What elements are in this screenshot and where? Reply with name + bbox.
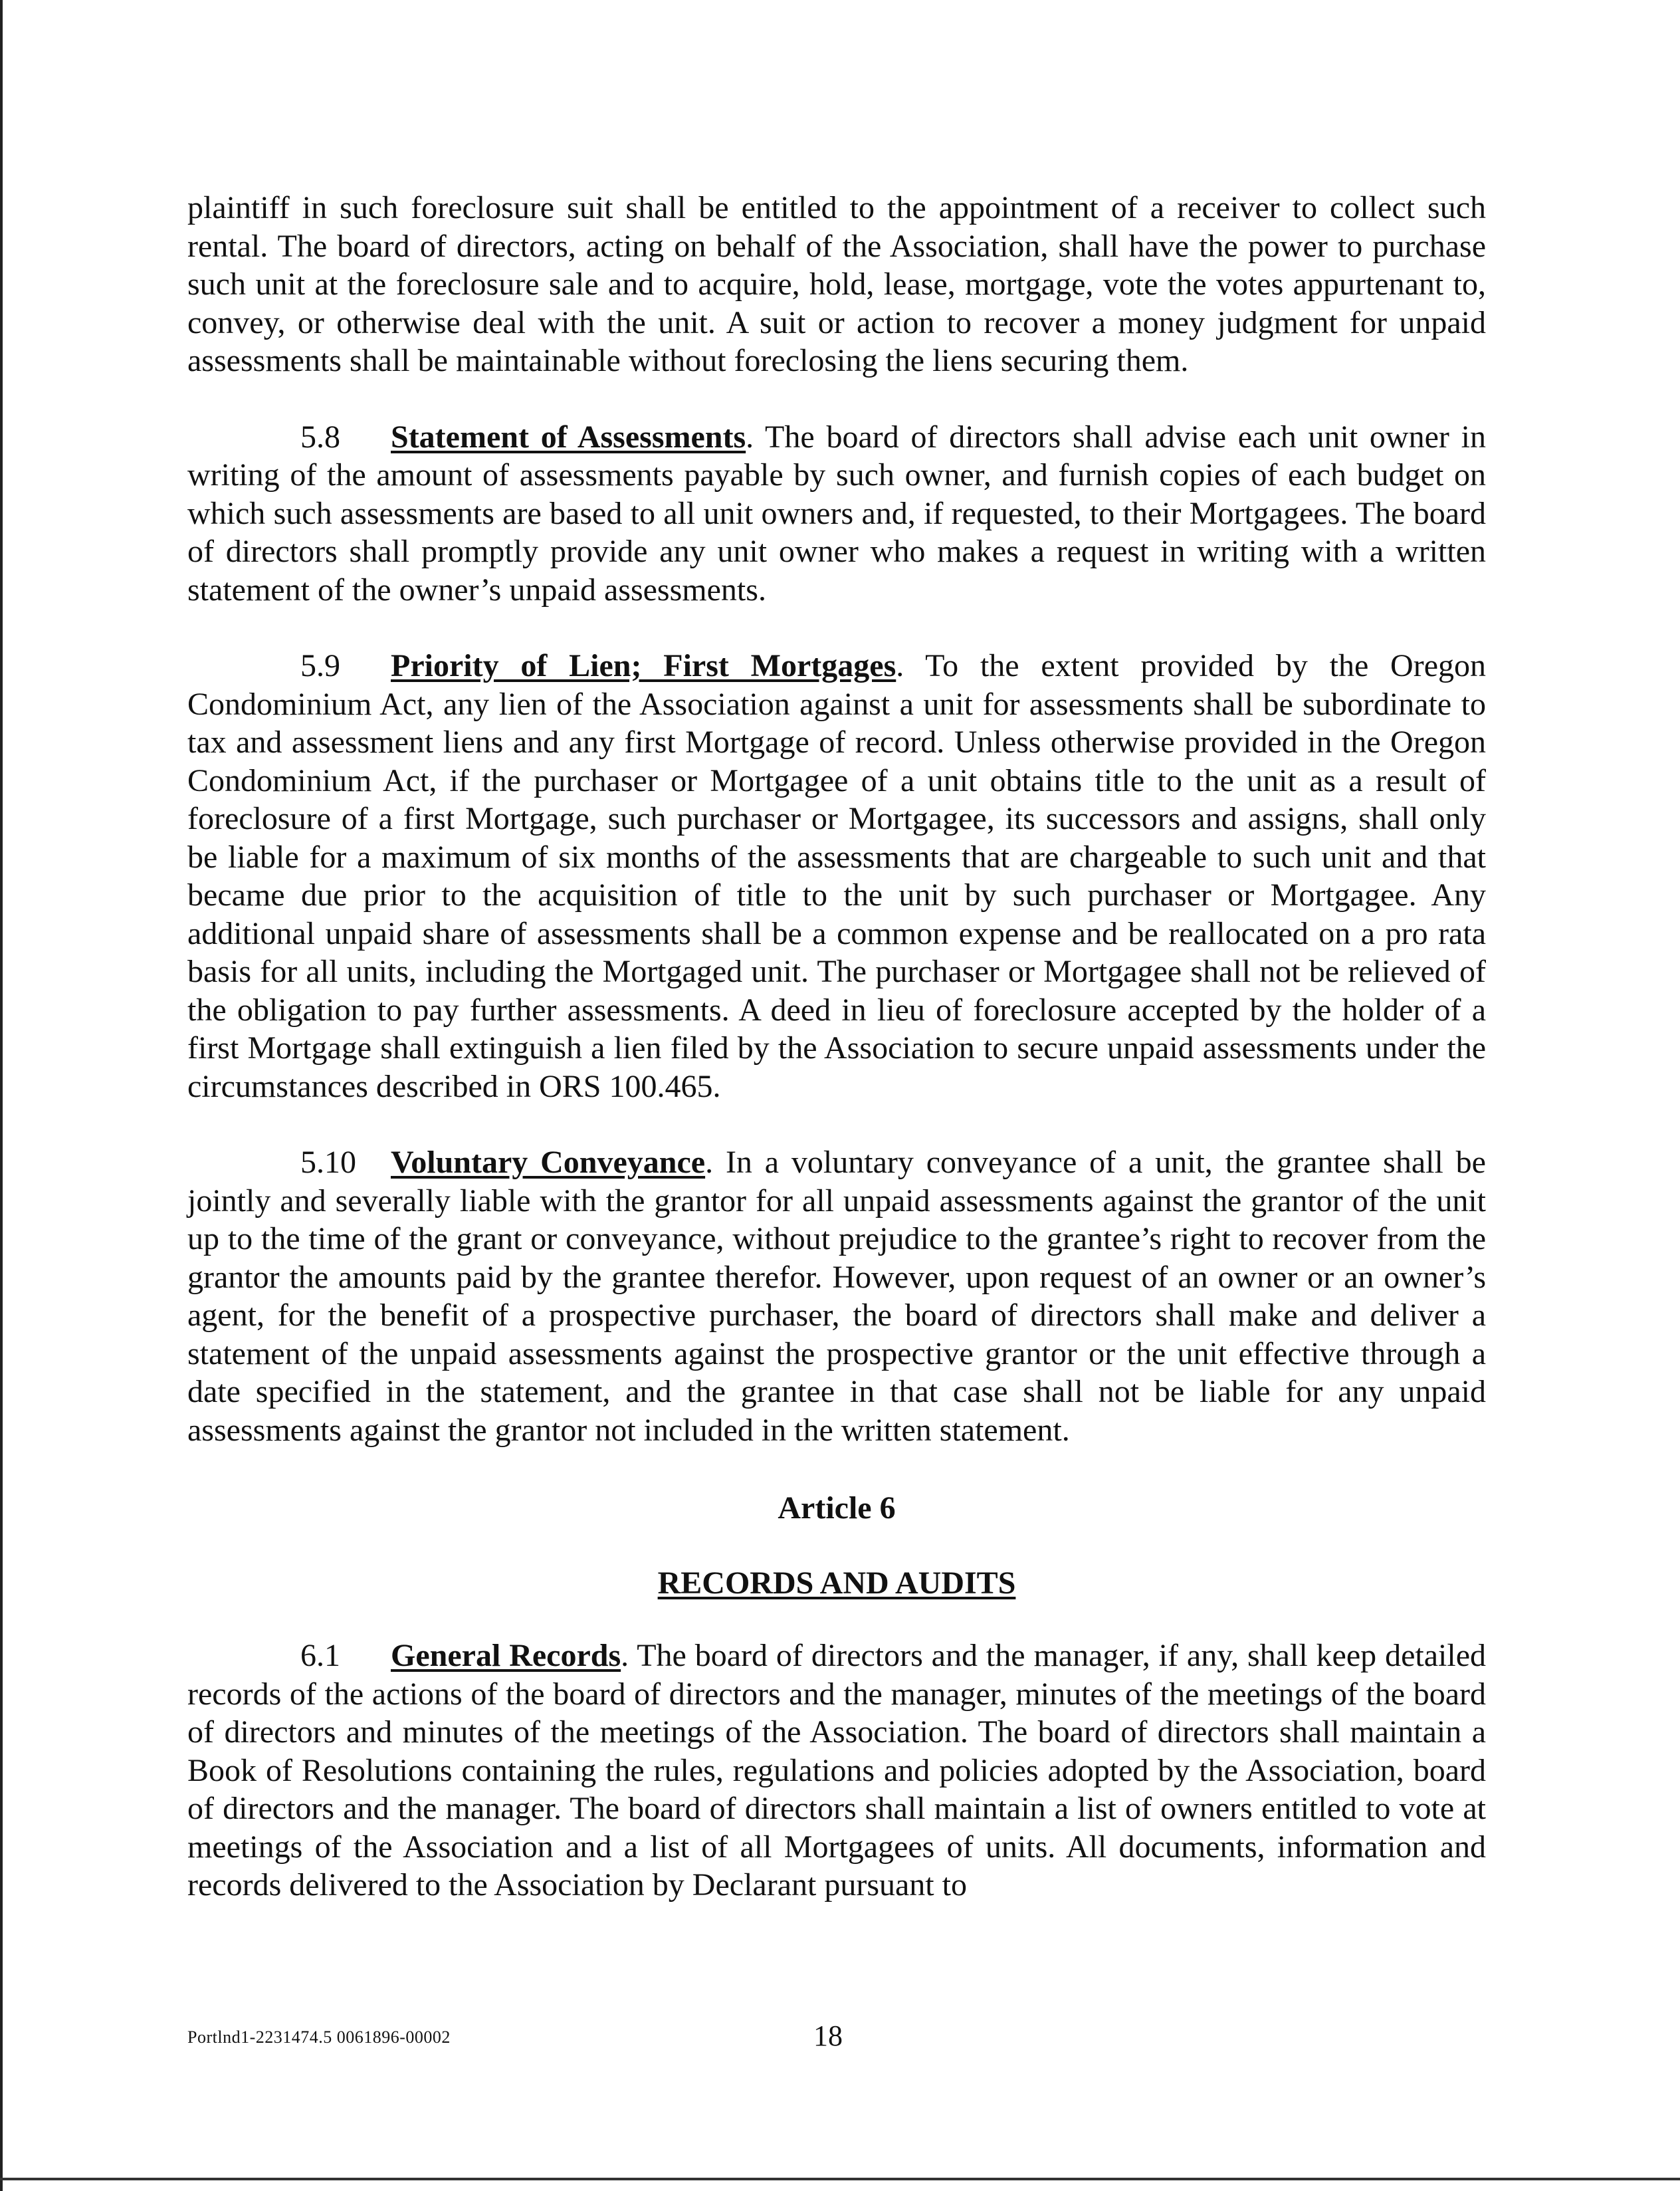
- section-title: Voluntary Conveyance: [391, 1145, 706, 1180]
- section-title: Priority of Lien; First Mortgages: [391, 648, 896, 683]
- article-heading: Article 6: [778, 1490, 896, 1526]
- section-number: 5.8: [300, 419, 340, 455]
- page-number: 18: [813, 2019, 843, 2052]
- section-title: Statement of Assessments: [391, 419, 746, 455]
- section-5-8: [187, 418, 1486, 610]
- section-title: General Records: [391, 1638, 621, 1673]
- section-body: . In a voluntary conveyance of a unit, the grantee shall be jointly and severally liable with the grantor for all unpaid assessments against the grantor of the unit up to the time of the grant or conveyance, without prejudice to the grantee’s right to recover from the grantor the amounts paid by the grantee therefor. However, upon request of an owner or an owner’s agent, for the benefit of a prospective purchaser, the board of directors shall make and deliver a statement of the unpaid assessments against the prospective grantor or the unit effective through a date specified in the statement, and the grantee in that case shall not be liable for any unpaid assessments against the grantor not included in the written statement.: [187, 1145, 1486, 1448]
- continuation-paragraph: plaintiff in such foreclosure suit shall be entitled to the appointment of a receiver to collect such rental. The board of directors, acting on behalf of the Association, shall have the power to purchase such unit at the foreclosure sale and to acquire, hold, lease, mortgage, vote the votes appurtenant to, convey, or otherwise deal with the unit. A suit or action to recover a money judgment for unpaid assessments shall be maintainable without foreclosing the liens securing them.: [187, 190, 1486, 378]
- scan-edge-left: [0, 0, 3, 2191]
- section-body: . To the extent provided by the Oregon Condominium Act, any lien of the Association against a unit for assessments shall be subordinate to tax and assessment liens and any first Mortgage of record. Unless otherwise provided in the Oregon Condominium Act, if the purchaser or Mortgagee of a unit obtains title to the unit as a result of foreclosure of a first Mortgage, such purchaser or Mortgagee, its successors and assigns, shall only be liable for a maximum of six months of the assessments that are chargeable to such unit and that became due prior to the acquisition of title to the unit by such purchaser or Mortgagee. Any additional unpaid share of assessments shall be a common expense and be reallocated on a pro rata basis for all units, including the Mortgaged unit. The purchaser or Mortgagee shall not be relieved of the obligation to pay further assessments. A deed in lieu of foreclosure accepted by the holder of a first Mortgage shall extinguish a lien filed by the Association to secure unpaid assessments under the circumstances described in ORS 100.465.: [187, 648, 1487, 1104]
- section-number: 5.10: [300, 1145, 356, 1180]
- article-title: RECORDS AND AUDITS: [657, 1565, 1016, 1601]
- page-body: [187, 189, 1486, 1904]
- section-body: . The board of directors shall advise each unit owner in writing of the amount of assessments payable by such owner, and furnish copies of each budget on which such assessments are based to all unit owners and, if requested, to their Mortgagees. The board of directors shall promptly provide any unit owner who makes a request in writing with a written statement of the owner’s unpaid assessments.: [187, 419, 1486, 608]
- section-body: . The board of directors and the manager, if any, shall keep detailed records of the actions of the board of directors and the manager, minutes of the meetings of the board of directors and minutes of the meetings of the Association. The board of directors shall maintain a Book of Resolutions containing the rules, regulations and policies adopted by the Association, board of directors and the manager. The board of directors shall maintain a list of owners entitled to vote at meetings of the Association and a list of all Mortgagees of units. All documents, information and records delivered to the Association by Declarant pursuant to: [187, 1638, 1487, 1903]
- section-6-1: [187, 1637, 1486, 1904]
- section-5-9: [187, 647, 1486, 1105]
- section-number: 6.1: [300, 1638, 340, 1673]
- section-number: 5.9: [300, 648, 340, 683]
- scan-edge-bottom: [0, 2178, 1680, 2180]
- footer-document-id: Portlnd1-2231474.5 0061896-00002: [187, 2027, 451, 2047]
- section-5-10: [187, 1143, 1486, 1449]
